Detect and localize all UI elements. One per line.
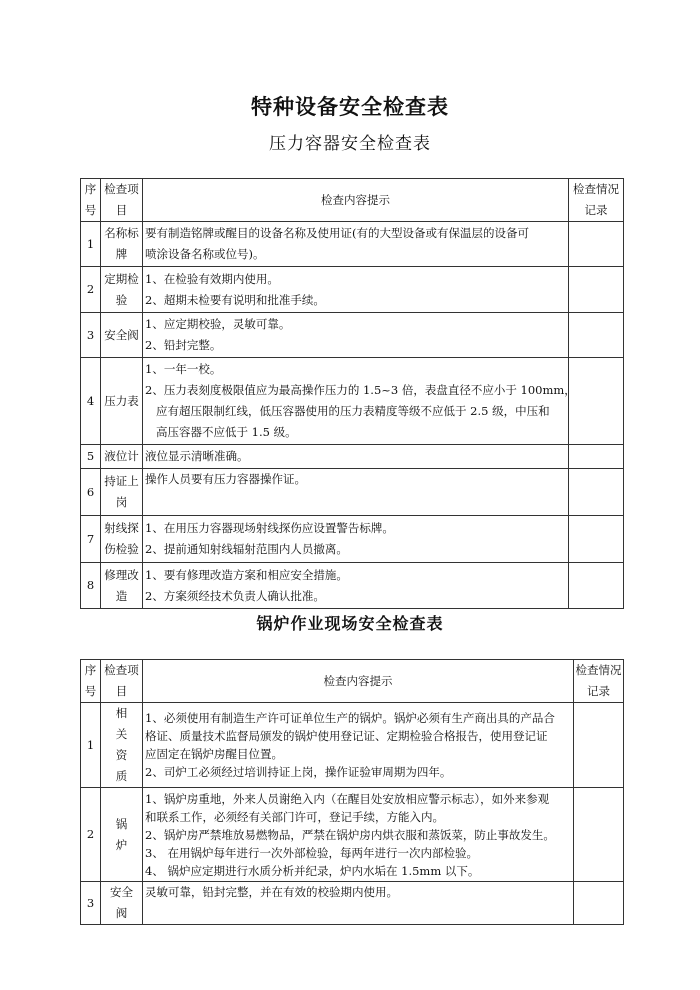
record-cell[interactable] <box>569 358 624 445</box>
content-line: 2、提前通知射线辐射范围内人员撤离。 <box>145 542 348 556</box>
row-content <box>143 445 569 469</box>
row-no: 7 <box>81 516 101 563</box>
row-no: 6 <box>81 469 101 516</box>
row-content <box>143 313 569 358</box>
row-item <box>101 788 143 882</box>
row-no: 2 <box>81 788 101 882</box>
row-content <box>143 469 569 516</box>
header-no: 序号 <box>81 660 101 703</box>
table-row <box>81 222 624 267</box>
table-row <box>81 516 624 563</box>
row-item: 液位计 <box>101 445 143 469</box>
content-line: 2、铅封完整。 <box>145 338 222 352</box>
content-line: 2、锅炉房严禁堆放易燃物品，严禁在锅炉房内烘衣服和蒸饭菜，防止事故发生。 <box>145 827 555 842</box>
record-cell[interactable] <box>569 516 624 563</box>
table-header-row <box>81 660 624 703</box>
content-line: 应有超压限制红线，低压容器使用的压力表精度等级不应低于 2.5 级，中压和 <box>156 404 550 418</box>
row-content <box>143 358 576 445</box>
content-line: 1、一年一校。 <box>145 362 222 376</box>
table-header-row <box>81 179 624 222</box>
content-line: 高压容器不应低于 1.5 级。 <box>156 425 297 439</box>
row-item: 定期检验 <box>101 267 143 313</box>
record-cell[interactable] <box>574 788 624 882</box>
row-content <box>143 516 569 563</box>
row-item: 持证上岗 <box>101 469 143 516</box>
content-line: 1、在检验有效期内使用。 <box>145 271 279 286</box>
content-line: 2、压力表刻度极限值应为最高操作压力的 1.5~3 倍，表盘直径不应小于 100mm， <box>145 383 576 397</box>
table-row <box>81 445 624 469</box>
row-no: 8 <box>81 563 101 609</box>
header-item: 检查项目 <box>101 660 143 703</box>
record-cell[interactable] <box>569 563 624 609</box>
record-cell[interactable] <box>569 469 624 516</box>
content-line: 喷涂设备名称或位号)。 <box>145 247 265 261</box>
row-no: 5 <box>81 445 101 469</box>
row-no: 2 <box>81 267 101 313</box>
row-content <box>143 267 569 313</box>
item-text: 锅炉 <box>115 816 128 852</box>
row-content <box>143 563 569 609</box>
record-cell[interactable] <box>574 882 624 925</box>
row-no: 3 <box>81 882 101 925</box>
content-line: 2、方案须经技术负责人确认批准。 <box>145 588 325 603</box>
content-line: 1、应定期校验，灵敏可靠。 <box>145 317 291 331</box>
row-no: 1 <box>81 703 101 788</box>
record-cell[interactable] <box>569 222 624 267</box>
content-line: 1、必须使用有制造生产许可证单位生产的锅炉。锅炉必须有生产商出具的产品合 <box>145 711 555 725</box>
table1-title: 压力容器安全检查表 <box>269 134 431 154</box>
row-item: 射线探伤检验 <box>101 516 143 563</box>
row-no: 4 <box>81 358 101 445</box>
content-line: 液位显示清晰准确。 <box>145 449 249 463</box>
row-content <box>143 222 569 267</box>
table-row <box>81 469 624 516</box>
content-line: 灵敏可靠，铅封完整，并在有效的校验期内使用。 <box>145 885 398 899</box>
record-cell[interactable] <box>569 445 624 469</box>
table-row <box>81 358 624 445</box>
record-cell[interactable] <box>569 267 624 313</box>
content-line: 2、超期未检要有说明和批准手续。 <box>145 292 325 307</box>
content-line: 格证、质量技术监督局颁发的锅炉使用登记证、定期检验合格报告，使用登记证 <box>145 729 548 743</box>
boiler-site-table <box>80 659 624 925</box>
content-line: 2、司炉工必须经过培训持证上岗，操作证验审周期为四年。 <box>145 765 452 779</box>
row-item <box>101 882 143 925</box>
row-content <box>143 882 574 925</box>
table-row <box>81 267 624 313</box>
content-line: 1、在用压力容器现场射线探伤应设置警告标牌。 <box>145 521 394 535</box>
table-row <box>81 788 624 882</box>
content-line: 和联系工作，必须经有关部门许可，登记手续，方能入内。 <box>145 809 444 824</box>
table-row <box>81 882 624 925</box>
table-row <box>81 563 624 609</box>
row-item: 安全阀 <box>101 313 143 358</box>
table-row <box>81 703 624 788</box>
pressure-vessel-table <box>80 178 624 609</box>
table2-title: 锅炉作业现场安全检查表 <box>256 614 444 633</box>
header-record: 检查情况记录 <box>574 660 624 703</box>
content-line: 4、 锅炉应定期进行水质分析并纪录，炉内水垢在 1.5mm 以下。 <box>145 863 480 878</box>
content-line: 操作人员要有压力容器操作证。 <box>145 472 306 486</box>
page-title: 特种设备安全检查表 <box>251 95 449 119</box>
row-content <box>143 703 574 788</box>
content-line: 1、要有修理改造方案和相应安全措施。 <box>145 567 348 582</box>
row-no: 1 <box>81 222 101 267</box>
item-text: 安全阀 <box>110 885 133 920</box>
header-no: 序号 <box>81 179 101 222</box>
row-content <box>143 788 574 882</box>
item-text: 相关资质 <box>115 706 128 783</box>
header-record: 检查情况记录 <box>569 179 624 222</box>
row-item: 修理改造 <box>101 563 143 609</box>
table-row <box>81 313 624 358</box>
content-line: 1、锅炉房重地，外来人员谢绝入内（在醒目处安放相应警示标志），如外来参观 <box>145 791 550 806</box>
row-no: 3 <box>81 313 101 358</box>
header-content: 检查内容提示 <box>143 179 569 222</box>
content-line: 3、 在用锅炉每年进行一次外部检验，每两年进行一次内部检验。 <box>145 845 478 860</box>
header-item: 检查项目 <box>101 179 143 222</box>
row-item: 压力表 <box>101 358 143 445</box>
row-item <box>101 703 143 788</box>
record-cell[interactable] <box>569 313 624 358</box>
row-item: 名称标牌 <box>101 222 143 267</box>
header-content: 检查内容提示 <box>143 660 574 703</box>
content-line: 要有制造铭牌或醒目的设备名称及使用证(有的大型设备或有保温层的设备可 <box>145 226 529 240</box>
content-line: 应固定在锅炉房醒目位置。 <box>145 747 283 761</box>
record-cell[interactable] <box>574 703 624 788</box>
